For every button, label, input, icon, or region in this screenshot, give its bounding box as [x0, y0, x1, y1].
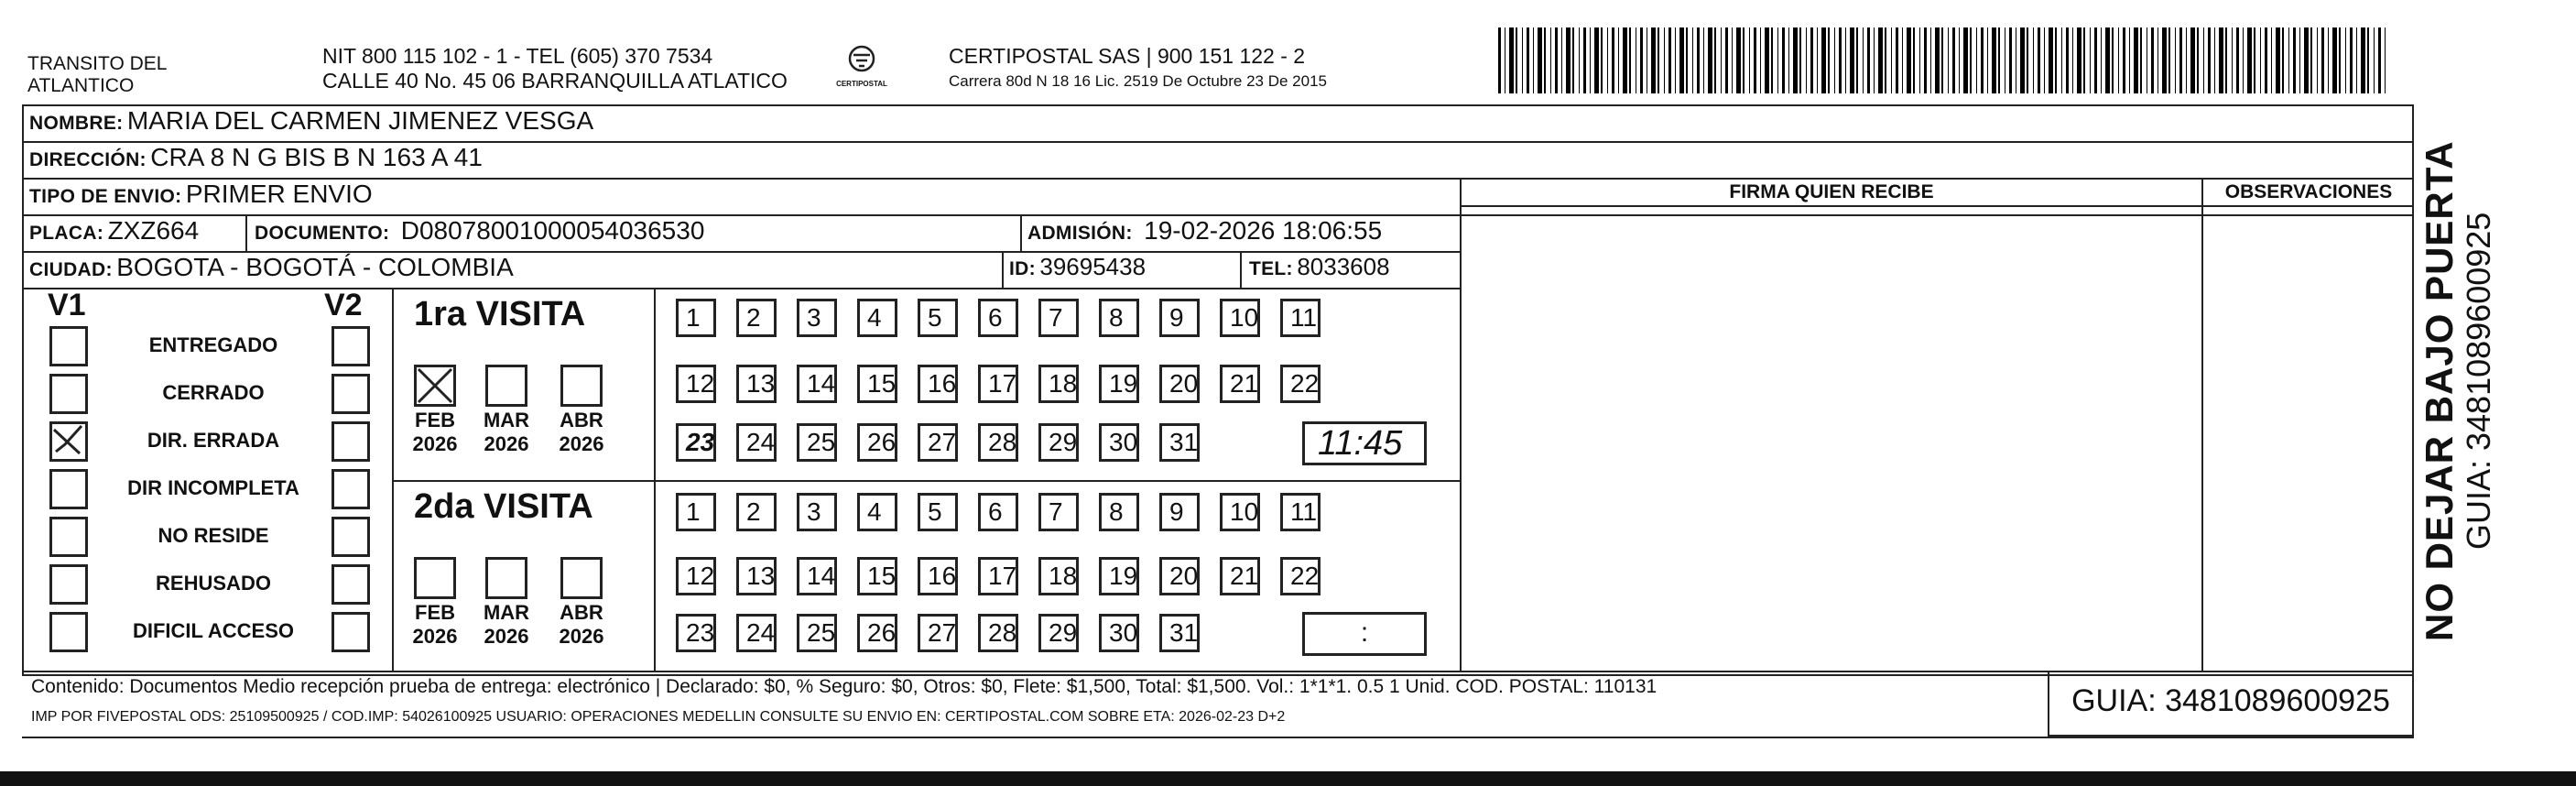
- second-visit-day-box[interactable]: [736, 557, 777, 595]
- license-line: Carrera 80d N 18 16 Lic. 2519 De Octubre 23 De 2015: [949, 72, 1327, 90]
- day-number: 18: [1049, 562, 1078, 590]
- v1-checkbox[interactable]: [49, 612, 88, 652]
- day-number: 8: [1109, 497, 1124, 526]
- section-divider: [654, 288, 656, 671]
- x-mark-icon: [417, 367, 453, 404]
- first-visit-day-box[interactable]: [1038, 299, 1079, 337]
- day-number: 2: [746, 497, 761, 526]
- month-label: [549, 409, 614, 456]
- documento-value: D08078001000054036530: [400, 216, 705, 245]
- day-number: 1: [686, 303, 701, 332]
- day-number: 22: [1290, 562, 1320, 590]
- v1-checkbox[interactable]: [49, 374, 88, 414]
- v1-label: V1: [48, 288, 86, 322]
- first-visit-time[interactable]: 11:45: [1302, 421, 1427, 465]
- placa-label: PLACA:: [29, 223, 104, 244]
- placa-cell: [29, 216, 199, 246]
- direccion-label: DIRECCIÓN:: [29, 149, 147, 170]
- status-reason-label: NO RESIDE: [158, 524, 269, 547]
- day-number: 5: [928, 303, 942, 332]
- side-guia: GUIA: 3481089600925: [2460, 212, 2497, 550]
- certipostal-logo: [830, 44, 894, 88]
- day-number: 25: [807, 428, 836, 456]
- tel-cell: [1249, 253, 1390, 281]
- first-visit-day-box[interactable]: [918, 365, 958, 403]
- first-visit-month-box[interactable]: [485, 365, 527, 407]
- second-visit-day-box[interactable]: [857, 614, 897, 652]
- logo-text: CERTIPOSTAL: [836, 80, 887, 88]
- second-visit-day-box[interactable]: [1038, 614, 1079, 652]
- day-number: 9: [1169, 303, 1184, 332]
- day-number: 10: [1230, 303, 1259, 332]
- side-warning: NO DEJAR BAJO PUERTA: [2418, 140, 2461, 641]
- first-visit-day-box[interactable]: [1099, 299, 1139, 337]
- footer-bottom-line: [22, 737, 2414, 738]
- nombre-row: [29, 106, 593, 136]
- first-visit-day-box[interactable]: [736, 299, 777, 337]
- month-label: [403, 409, 467, 456]
- day-number: 20: [1169, 562, 1199, 590]
- id-label: ID:: [1009, 258, 1036, 279]
- day-number: 26: [867, 428, 897, 456]
- second-visit-day-box[interactable]: [857, 493, 897, 531]
- col-header-line: [1460, 205, 2414, 207]
- first-visit-day-box[interactable]: [1159, 299, 1200, 337]
- tel-value: 8033608: [1297, 253, 1390, 280]
- second-visit-day-box[interactable]: [857, 557, 897, 595]
- second-visit-day-box[interactable]: [1159, 493, 1200, 531]
- first-visit-day-box[interactable]: [857, 299, 897, 337]
- barcode: [1498, 27, 2386, 93]
- documento-cell: [255, 216, 704, 246]
- day-number: 2: [746, 303, 761, 332]
- second-visit-day-box[interactable]: [1220, 557, 1260, 595]
- second-visit-day-box[interactable]: [918, 493, 958, 531]
- first-visit-day-box[interactable]: [676, 423, 716, 462]
- first-visit-day-box[interactable]: [978, 365, 1018, 403]
- first-visit-day-box[interactable]: [1159, 423, 1200, 462]
- first-visit-month-box[interactable]: [560, 365, 603, 407]
- first-visit-day-box[interactable]: [918, 423, 958, 462]
- second-visit-day-box[interactable]: [1099, 557, 1139, 595]
- month-name: FEB: [415, 409, 455, 431]
- day-number: 15: [867, 562, 897, 590]
- second-visit-time[interactable]: :: [1302, 612, 1427, 656]
- ciudad-value: BOGOTA - BOGOTÁ - COLOMBIA: [116, 253, 514, 281]
- v2-checkbox[interactable]: [332, 564, 370, 605]
- org-line-2: ATLANTICO: [27, 75, 135, 96]
- v2-checkbox[interactable]: [332, 326, 370, 366]
- status-reason-label: CERRADO: [162, 381, 265, 404]
- col-divider: [2201, 178, 2203, 672]
- month-name: ABR: [560, 409, 603, 431]
- day-number: 16: [928, 562, 957, 590]
- day-number: 25: [807, 618, 836, 647]
- first-visit-day-box[interactable]: [797, 365, 837, 403]
- first-visit-day-box[interactable]: [1220, 365, 1260, 403]
- first-visit-day-box[interactable]: [857, 423, 897, 462]
- month-year: 2026: [484, 432, 529, 455]
- id-cell: [1009, 253, 1146, 281]
- check-mark-icon: [52, 424, 85, 459]
- first-visit-day-box[interactable]: [1099, 423, 1139, 462]
- second-visit-day-box[interactable]: [676, 557, 716, 595]
- day-number: 19: [1109, 562, 1138, 590]
- second-visit-day-box[interactable]: [1159, 557, 1200, 595]
- day-number: 7: [1049, 497, 1063, 526]
- second-visit-day-box[interactable]: [918, 614, 958, 652]
- month-year: 2026: [484, 625, 529, 648]
- day-number: 28: [988, 428, 1017, 456]
- cell-divider: [1240, 253, 1242, 288]
- day-number: 21: [1230, 369, 1259, 398]
- cell-divider: [245, 216, 247, 251]
- day-number: 29: [1049, 428, 1078, 456]
- v1-checkbox[interactable]: [49, 517, 88, 557]
- observaciones-header: OBSERVACIONES: [2224, 181, 2393, 202]
- day-number: 30: [1109, 618, 1138, 647]
- first-visit-day-box[interactable]: [736, 365, 777, 403]
- second-visit-day-box[interactable]: [797, 614, 837, 652]
- second-visit-day-box[interactable]: [978, 493, 1018, 531]
- v1-checkbox[interactable]: [49, 469, 88, 509]
- v1-checkbox[interactable]: [49, 326, 88, 366]
- status-reason-label: DIR INCOMPLETA: [127, 476, 299, 499]
- first-visit-day-box[interactable]: [978, 423, 1018, 462]
- day-number: 31: [1169, 618, 1199, 647]
- second-visit-day-box[interactable]: [797, 557, 837, 595]
- month-year: 2026: [559, 432, 604, 455]
- issuer-address: CALLE 40 No. 45 06 BARRANQUILLA ATLATICO: [322, 69, 788, 93]
- second-visit-title: 2da VISITA: [414, 487, 593, 526]
- scan-edge: [0, 771, 2576, 786]
- second-visit-day-box[interactable]: [1099, 493, 1139, 531]
- second-visit-day-box[interactable]: [676, 493, 716, 531]
- day-number: 7: [1049, 303, 1063, 332]
- carrier-line: CERTIPOSTAL SAS | 900 151 122 - 2: [949, 44, 1306, 68]
- section-divider: [392, 288, 394, 671]
- status-reason-label: DIR. ERRADA: [147, 429, 280, 452]
- day-number: 23: [686, 618, 715, 647]
- day-number: 28: [988, 618, 1017, 647]
- first-visit-day-box[interactable]: [1099, 365, 1139, 403]
- day-number: 17: [988, 369, 1017, 398]
- second-visit-day-box[interactable]: [1038, 557, 1079, 595]
- day-number: 14: [807, 562, 836, 590]
- nombre-label: NOMBRE:: [29, 113, 124, 134]
- first-visit-day-box[interactable]: [1038, 365, 1079, 403]
- v1-checkbox[interactable]: [49, 421, 88, 462]
- tipo-label: TIPO DE ENVIO:: [29, 186, 182, 207]
- col-divider: [1460, 178, 1462, 672]
- direccion-row: [29, 143, 483, 172]
- admision-cell: [1027, 216, 1382, 246]
- first-visit-day-box[interactable]: [1159, 365, 1200, 403]
- day-number: 21: [1230, 562, 1259, 590]
- row-divider: [22, 288, 1460, 289]
- v2-checkbox[interactable]: [332, 469, 370, 509]
- status-reason-label: DIFICIL ACCESO: [132, 619, 294, 642]
- day-number: 24: [746, 428, 776, 456]
- day-number: 24: [746, 618, 776, 647]
- day-number: 16: [928, 369, 957, 398]
- second-visit-day-box[interactable]: [1280, 557, 1321, 595]
- row-divider: [22, 178, 2414, 180]
- status-reason-label: REHUSADO: [156, 572, 271, 595]
- day-number: 10: [1230, 497, 1259, 526]
- second-visit-month-box[interactable]: [485, 557, 527, 599]
- day-number: 18: [1049, 369, 1078, 398]
- day-number: 13: [746, 369, 776, 398]
- second-visit-day-box[interactable]: [797, 493, 837, 531]
- month-year: 2026: [559, 625, 604, 648]
- day-number: 13: [746, 562, 776, 590]
- month-name: MAR: [483, 409, 530, 431]
- month-name: FEB: [415, 601, 455, 624]
- first-visit-day-box[interactable]: [797, 299, 837, 337]
- first-visit-day-box[interactable]: [676, 299, 716, 337]
- first-visit-day-box[interactable]: [1280, 365, 1321, 403]
- first-visit-month-box[interactable]: [414, 365, 456, 407]
- first-visit-day-box[interactable]: [857, 365, 897, 403]
- side-text: [2418, 92, 2498, 641]
- v1-checkbox[interactable]: [49, 564, 88, 605]
- day-number: 26: [867, 618, 897, 647]
- second-visit-day-box[interactable]: [1159, 614, 1200, 652]
- first-visit-day-box[interactable]: [797, 423, 837, 462]
- day-number: 23: [686, 428, 715, 456]
- ciudad-cell: [29, 253, 514, 282]
- second-visit-day-box[interactable]: [1280, 493, 1321, 531]
- imp-line: IMP POR FIVEPOSTAL ODS: 25109500925 / COD.IMP: 54026100925 USUARIO: OPERACIONES MEDELLIN CONSULTE SU ENVIO EN: CERTIPOSTAL.COM SOBRE ETA: 2026-02-23 D+2: [31, 709, 1286, 725]
- first-visit-day-box[interactable]: [918, 299, 958, 337]
- day-number: 4: [867, 303, 882, 332]
- org-line-1: TRANSITO DEL: [27, 53, 168, 74]
- day-number: 8: [1109, 303, 1124, 332]
- first-visit-day-box[interactable]: [1280, 299, 1321, 337]
- admision-label: ADMISIÓN:: [1027, 223, 1133, 244]
- logo-icon: [845, 44, 878, 75]
- first-visit-title: 1ra VISITA: [414, 295, 586, 333]
- second-visit-day-box[interactable]: [676, 614, 716, 652]
- day-number: 6: [988, 303, 1003, 332]
- day-number: 9: [1169, 497, 1184, 526]
- first-visit-day-box[interactable]: [1220, 299, 1260, 337]
- day-number: 1: [686, 497, 701, 526]
- carrier-info: [949, 44, 1327, 91]
- second-visit-day-box[interactable]: [978, 557, 1018, 595]
- tipo-row: [29, 180, 373, 209]
- month-year: 2026: [412, 625, 458, 648]
- second-visit-day-box[interactable]: [978, 614, 1018, 652]
- second-visit-day-box[interactable]: [1099, 614, 1139, 652]
- ciudad-label: CIUDAD:: [29, 259, 113, 280]
- day-number: 5: [928, 497, 942, 526]
- day-number: 14: [807, 369, 836, 398]
- tipo-value: PRIMER ENVIO: [185, 180, 373, 208]
- day-number: 11: [1290, 303, 1318, 332]
- guia-box-text: GUIA: 3481089600925: [2071, 683, 2390, 718]
- org-name: [27, 53, 167, 97]
- day-number: 30: [1109, 428, 1138, 456]
- placa-value: ZXZ664: [107, 216, 200, 245]
- second-visit-month-box[interactable]: [414, 557, 456, 599]
- nombre-value: MARIA DEL CARMEN JIMENEZ VESGA: [126, 106, 594, 135]
- day-number: 12: [686, 369, 715, 398]
- cell-divider: [1020, 216, 1022, 251]
- day-number: 27: [928, 618, 957, 647]
- first-visit-day-box[interactable]: [978, 299, 1018, 337]
- v2-checkbox[interactable]: [332, 374, 370, 414]
- day-number: 3: [807, 497, 821, 526]
- month-label: [549, 601, 614, 649]
- section-divider: [392, 480, 1460, 482]
- v2-label: V2: [324, 288, 363, 322]
- day-number: 11: [1290, 497, 1318, 526]
- second-visit-day-box[interactable]: [1038, 493, 1079, 531]
- second-visit-day-box[interactable]: [1220, 493, 1260, 531]
- second-visit-day-box[interactable]: [736, 614, 777, 652]
- day-number: 3: [807, 303, 821, 332]
- firma-header: FIRMA QUIEN RECIBE: [1729, 181, 1934, 202]
- id-value: 39695438: [1039, 253, 1147, 280]
- day-number: 29: [1049, 618, 1078, 647]
- issuer-info: [322, 44, 788, 93]
- day-number: 22: [1290, 369, 1320, 398]
- admision-value: 19-02-2026 18:06:55: [1144, 216, 1383, 245]
- v2-checkbox[interactable]: [332, 421, 370, 462]
- day-number: 15: [867, 369, 897, 398]
- day-number: 31: [1169, 428, 1199, 456]
- contenido-line: Contenido: Documentos Medio recepción prueba de entrega: electrónico | Declarado: $0, % Seguro: $0, Otros: $0, Flete: $1,500, Total: $1,500. Vol.: 1*1*1. 0.5 1 Unid. COD. POSTAL: 110131: [31, 676, 1658, 697]
- v2-checkbox[interactable]: [332, 517, 370, 557]
- day-number: 17: [988, 562, 1017, 590]
- cell-divider: [1002, 253, 1004, 288]
- tel-label: TEL:: [1249, 258, 1293, 279]
- first-visit-day-box[interactable]: [736, 423, 777, 462]
- first-visit-day-box[interactable]: [676, 365, 716, 403]
- day-number: 20: [1169, 369, 1199, 398]
- month-year: 2026: [412, 432, 458, 455]
- first-visit-day-box[interactable]: [1038, 423, 1079, 462]
- nit-line: NIT 800 115 102 - 1 - TEL (605) 370 7534: [322, 44, 713, 68]
- month-name: ABR: [560, 601, 603, 624]
- second-visit-day-box[interactable]: [736, 493, 777, 531]
- day-number: 19: [1109, 369, 1138, 398]
- month-name: MAR: [483, 601, 530, 624]
- second-visit-day-box[interactable]: [918, 557, 958, 595]
- day-number: 12: [686, 562, 715, 590]
- month-label: [403, 601, 467, 649]
- month-label: [474, 409, 538, 456]
- day-number: 4: [867, 497, 882, 526]
- day-number: 27: [928, 428, 957, 456]
- second-visit-month-box[interactable]: [560, 557, 603, 599]
- day-number: 6: [988, 497, 1003, 526]
- month-label: [474, 601, 538, 649]
- direccion-value: CRA 8 N G BIS B N 163 A 41: [150, 143, 483, 171]
- documento-label: DOCUMENTO:: [255, 223, 390, 244]
- v2-checkbox[interactable]: [332, 612, 370, 652]
- status-reason-label: ENTREGADO: [148, 333, 278, 356]
